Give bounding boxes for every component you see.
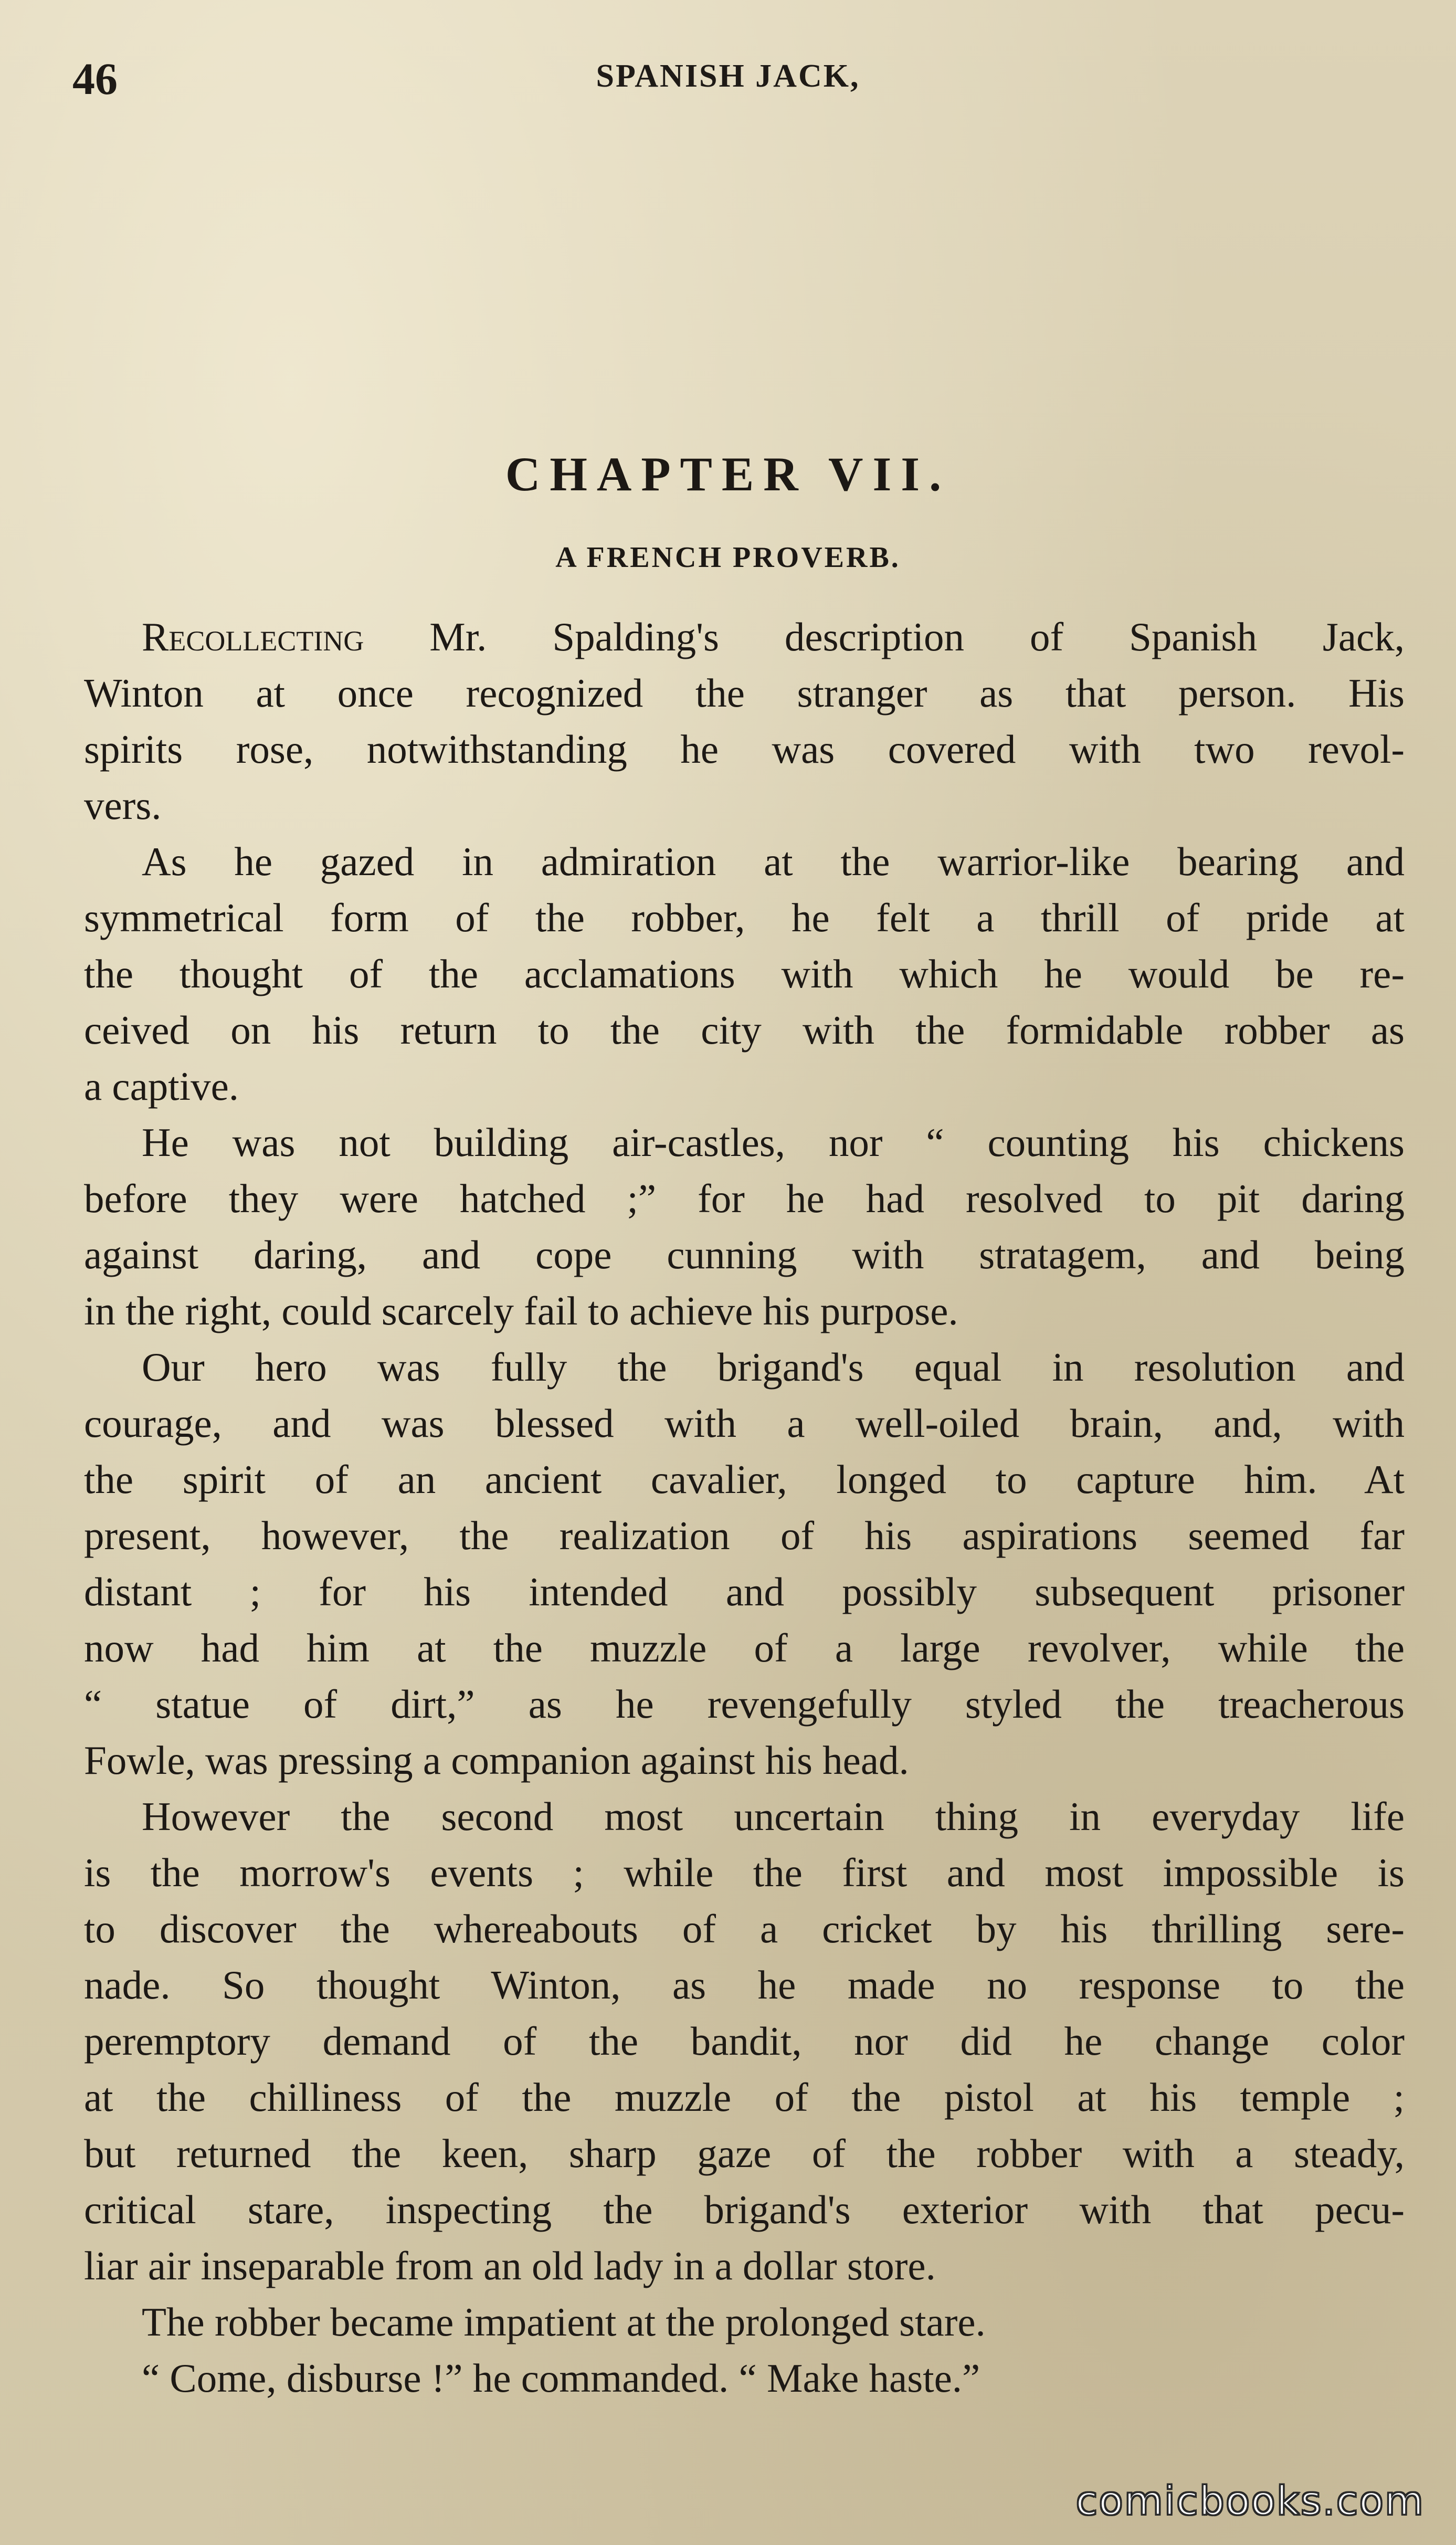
chapter-subtitle: A FRENCH PROVERB. [555,541,901,574]
text-line [84,1901,1405,1957]
text-line [84,1508,1405,1564]
text-line [84,1957,1405,2013]
page-header [0,52,1456,110]
text-line [84,777,1405,834]
line-text: spirits rose, notwithstanding he was covered with two revol- [84,727,1405,772]
text-line [84,2126,1405,2182]
line-text: He was not building air-castles, nor “ counting his chickens [142,1120,1405,1165]
text-line [84,2294,1405,2350]
paragraph [84,609,1405,834]
line-text: Winton at once recognized the stranger as that person. His [84,670,1405,716]
text-line [84,665,1405,721]
line-text: distant ; for his intended and possibly subsequent prisoner [84,1569,1405,1614]
text-line [84,1620,1405,1676]
paragraph [84,2350,1405,2406]
text-line [84,890,1405,946]
line-text: a captive. [84,1064,239,1109]
line-text: The robber became impatient at the prolonged stare. [142,2299,986,2344]
paragraph [84,834,1405,1114]
text-line [84,2182,1405,2238]
line-text: is the morrow's events ; while the first and most impossible is [84,1850,1405,1895]
paragraph [84,1114,1405,1339]
line-text: the thought of the acclamations with which he would be re- [84,951,1405,996]
text-line [84,834,1405,890]
line-text: Our hero was fully the brigand's equal in resolution and [142,1344,1405,1390]
line-text: Fowle, was pressing a companion against his head. [84,1738,909,1783]
text-line [84,1789,1405,1845]
text-line [84,1732,1405,1789]
line-text: against daring, and cope cunning with stratagem, and being [84,1232,1405,1277]
text-line [84,1339,1405,1395]
line-text: but returned the keen, sharp gaze of the robber with a steady, [84,2131,1405,2176]
line-text: However the second most uncertain thing in everyday life [142,1794,1405,1839]
line-text: symmetrical form of the robber, he felt a thrill of pride at [84,895,1405,940]
text-line [84,1114,1405,1171]
line-text: to discover the whereabouts of a cricket by his thrilling sere- [84,1906,1405,1951]
text-line [84,2013,1405,2069]
text-line [84,1395,1405,1452]
text-line [84,2069,1405,2126]
line-text: in the right, could scarcely fail to achieve his purpose. [84,1288,958,1333]
line-text: vers. [84,783,162,828]
text-line [84,1564,1405,1620]
line-text: courage, and was blessed with a well-oiled brain, and, with [84,1401,1405,1446]
line-text: As he gazed in admiration at the warrior-like bearing and [142,839,1405,884]
text-line [84,1452,1405,1508]
line-text: before they were hatched ;” for he had resolved to pit daring [84,1176,1405,1221]
line-text: liar air inseparable from an old lady in a dollar store. [84,2243,936,2288]
text-line [84,1283,1405,1339]
page-number: 46 [72,54,118,104]
running-head: SPANISH JACK, [596,58,860,94]
line-text: at the chilliness of the muzzle of the pistol at his temple ; [84,2075,1405,2120]
text-line [84,1227,1405,1283]
line-text: peremptory demand of the bandit, nor did he change color [84,2018,1405,2064]
paragraph [84,1789,1405,2294]
line-text: “ Come, disburse !” he commanded. “ Make haste.” [142,2355,980,2401]
text-line [84,1058,1405,1114]
line-text: ceived on his return to the city with the formidable robber as [84,1007,1405,1053]
text-line [84,1845,1405,1901]
text-line [84,609,1405,665]
text-line [84,721,1405,777]
text-line [84,2238,1405,2294]
line-text: now had him at the muzzle of a large revolver, while the [84,1625,1405,1670]
text-line [84,1002,1405,1058]
body-text [84,609,1405,2406]
line-text: present, however, the realization of his aspirations seemed far [84,1513,1405,1558]
text-line [84,1676,1405,1732]
chapter-title: CHAPTER VII. [505,447,951,501]
line-text: the spirit of an ancient cavalier, longed to capture him. At [84,1457,1405,1502]
paragraph [84,1339,1405,1789]
text-line [84,1171,1405,1227]
text-line [84,946,1405,1002]
line-text: critical stare, inspecting the brigand's exterior with that pecu- [84,2187,1405,2232]
line-text: nade. So thought Winton, as he made no response to the [84,1962,1405,2007]
line-text: “ statue of dirt,” as he revengefully styled the treacherous [84,1681,1405,1727]
text-line [84,2350,1405,2406]
watermark-text: comicbooks.com [1075,2477,1425,2524]
smallcaps-lead: Recollecting [142,614,364,659]
paragraph [84,2294,1405,2350]
line-text: Mr. Spalding's description of Spanish Jack, [364,614,1405,659]
